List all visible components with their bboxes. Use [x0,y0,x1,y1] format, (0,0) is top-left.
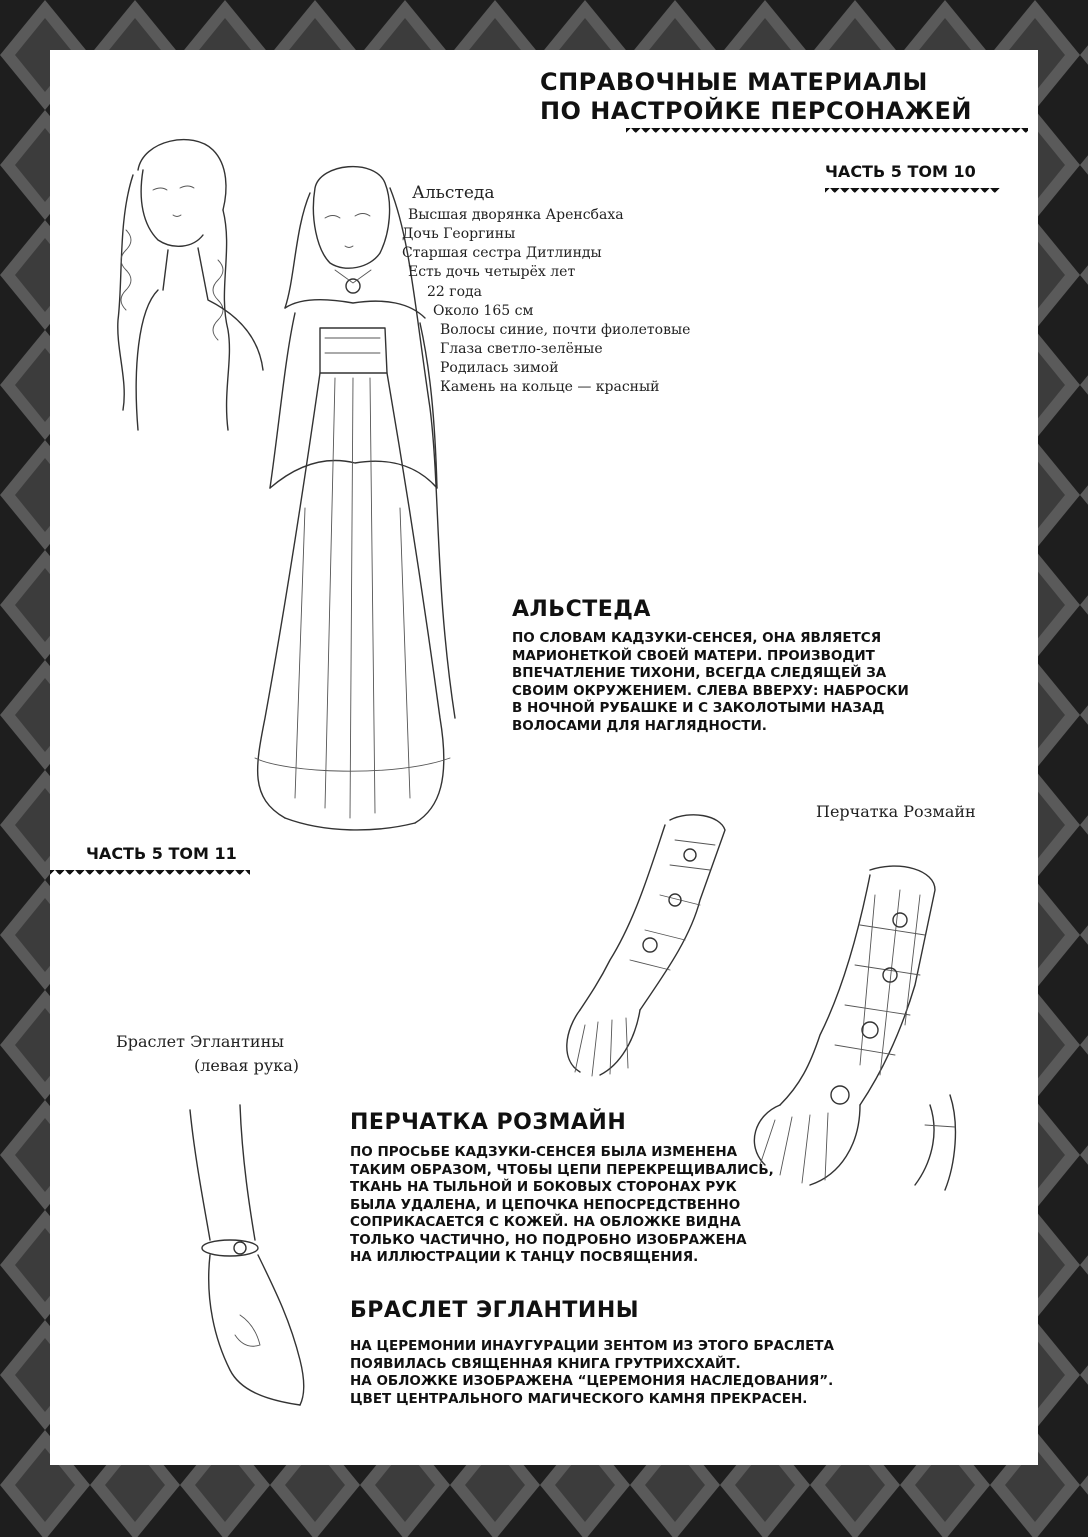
bracelet-sketch-label: Браслет Эглантины [116,1032,284,1051]
text-line: ЦВЕТ ЦЕНТРАЛЬНОГО МАГИЧЕСКОГО КАМНЯ ПРЕКРАСЕН. [350,1390,808,1407]
text-line: СОПРИКАСАЕТСЯ С КОЖЕЙ. НА ОБЛОЖКЕ ВИДНА [350,1214,741,1230]
section-heading-alsteda: АЛЬСТЕДА [512,597,651,622]
profile-line: Высшая дворянка Аренсбаха [408,207,624,223]
section-text-bracelet [350,1338,834,1408]
profile-line: 22 года [427,284,482,300]
paper-page [50,50,1038,1465]
text-line: МАРИОНЕТКОЙ СВОЕЙ МАТЕРИ. ПРОИЗВОДИТ [512,647,875,664]
glove-sketch-label: Перчатка Розмайн [816,802,976,821]
text-line: БЫЛА УДАЛЕНА, И ЦЕПОЧКА НЕПОСРЕДСТВЕННО [350,1196,741,1213]
profile-line: Дочь Георгины [402,226,516,242]
section-text-alsteda [512,630,909,735]
bracelet-sketch-sublabel: (левая рука) [194,1056,300,1075]
text-line: ТКАНЬ НА ТЫЛЬНОЙ И БОКОВЫХ СТОРОНАХ РУК [350,1179,737,1195]
text-line: ВПЕЧАТЛЕНИЕ ТИХОНИ, ВСЕГДА СЛЕДЯЩЕЙ ЗА [512,665,887,681]
text-line: НА ИЛЛЮСТРАЦИИ К ТАНЦУ ПОСВЯЩЕНИЯ. [350,1249,699,1265]
title-line-1: СПРАВОЧНЫЕ МАТЕРИАЛЫ [539,68,928,96]
profile-line: Глаза светло-зелёные [440,341,603,357]
profile-line: Родилась зимой [440,360,559,376]
profile-line: Есть дочь четырёх лет [408,264,576,280]
bracelet-sketch [180,1100,330,1420]
part-top-zigzag [825,188,1000,198]
section-heading-bracelet: БРАСЛЕТ ЭГЛАНТИНЫ [350,1298,640,1323]
section-heading-glove: ПЕРЧАТКА РОЗМАЙН [350,1110,627,1135]
text-line: ПО ПРОСЬБЕ КАДЗУКИ-СЕНСЕЯ БЫЛА ИЗМЕНЕНА [350,1144,738,1160]
text-line: НА ЦЕРЕМОНИИ ИНАУГУРАЦИИ ЗЕНТОМ ИЗ ЭТОГО БРАСЛЕТА [350,1338,834,1354]
title-line-2: ПО НАСТРОЙКЕ ПЕРСОНАЖЕЙ [539,97,972,125]
title-underline-zigzag [626,128,1028,138]
text-line: ТОЛЬКО ЧАСТИЧНО, НО ПОДРОБНО ИЗОБРАЖЕНА [350,1231,747,1248]
section-text-glove [350,1144,774,1267]
text-line: ПО СЛОВАМ КАДЗУКИ-СЕНСЕЯ, ОНА ЯВЛЯЕТСЯ [512,630,882,646]
profile-line: Камень на кольце — красный [440,379,660,395]
glove-sketch-small [540,810,750,1080]
text-line: НА ОБЛОЖКЕ ИЗОБРАЖЕНА “ЦЕРЕМОНИЯ НАСЛЕДОВАНИЯ”. [350,1373,834,1389]
profile-line: Около 165 см [433,303,534,319]
text-line: ПОЯВИЛАСЬ СВЯЩЕННАЯ КНИГА ГРУТРИХСХАЙТ. [350,1355,741,1372]
part-label-top: ЧАСТЬ 5 ТОМ 10 [825,162,976,181]
page-title [540,68,972,126]
part-label-middle: ЧАСТЬ 5 ТОМ 11 [86,844,237,863]
profile-line: Волосы синие, почти фиолетовые [440,322,691,338]
profile-name: Альстеда [412,183,495,203]
glove-sketch-large [740,865,970,1195]
text-line: В НОЧНОЙ РУБАШКЕ И С ЗАКОЛОТЫМИ НАЗАД [512,700,885,716]
profile-line: Старшая сестра Дитлинды [402,245,602,261]
text-line: ТАКИМ ОБРАЗОМ, ЧТОБЫ ЦЕПИ ПЕРЕКРЕЩИВАЛИСЬ, [350,1161,774,1178]
text-line: ВОЛОСАМИ ДЛЯ НАГЛЯДНОСТИ. [512,717,767,734]
part-middle-zigzag [50,870,250,880]
text-line: СВОИМ ОКРУЖЕНИЕМ. СЛЕВА ВВЕРХУ: НАБРОСКИ [512,682,909,699]
